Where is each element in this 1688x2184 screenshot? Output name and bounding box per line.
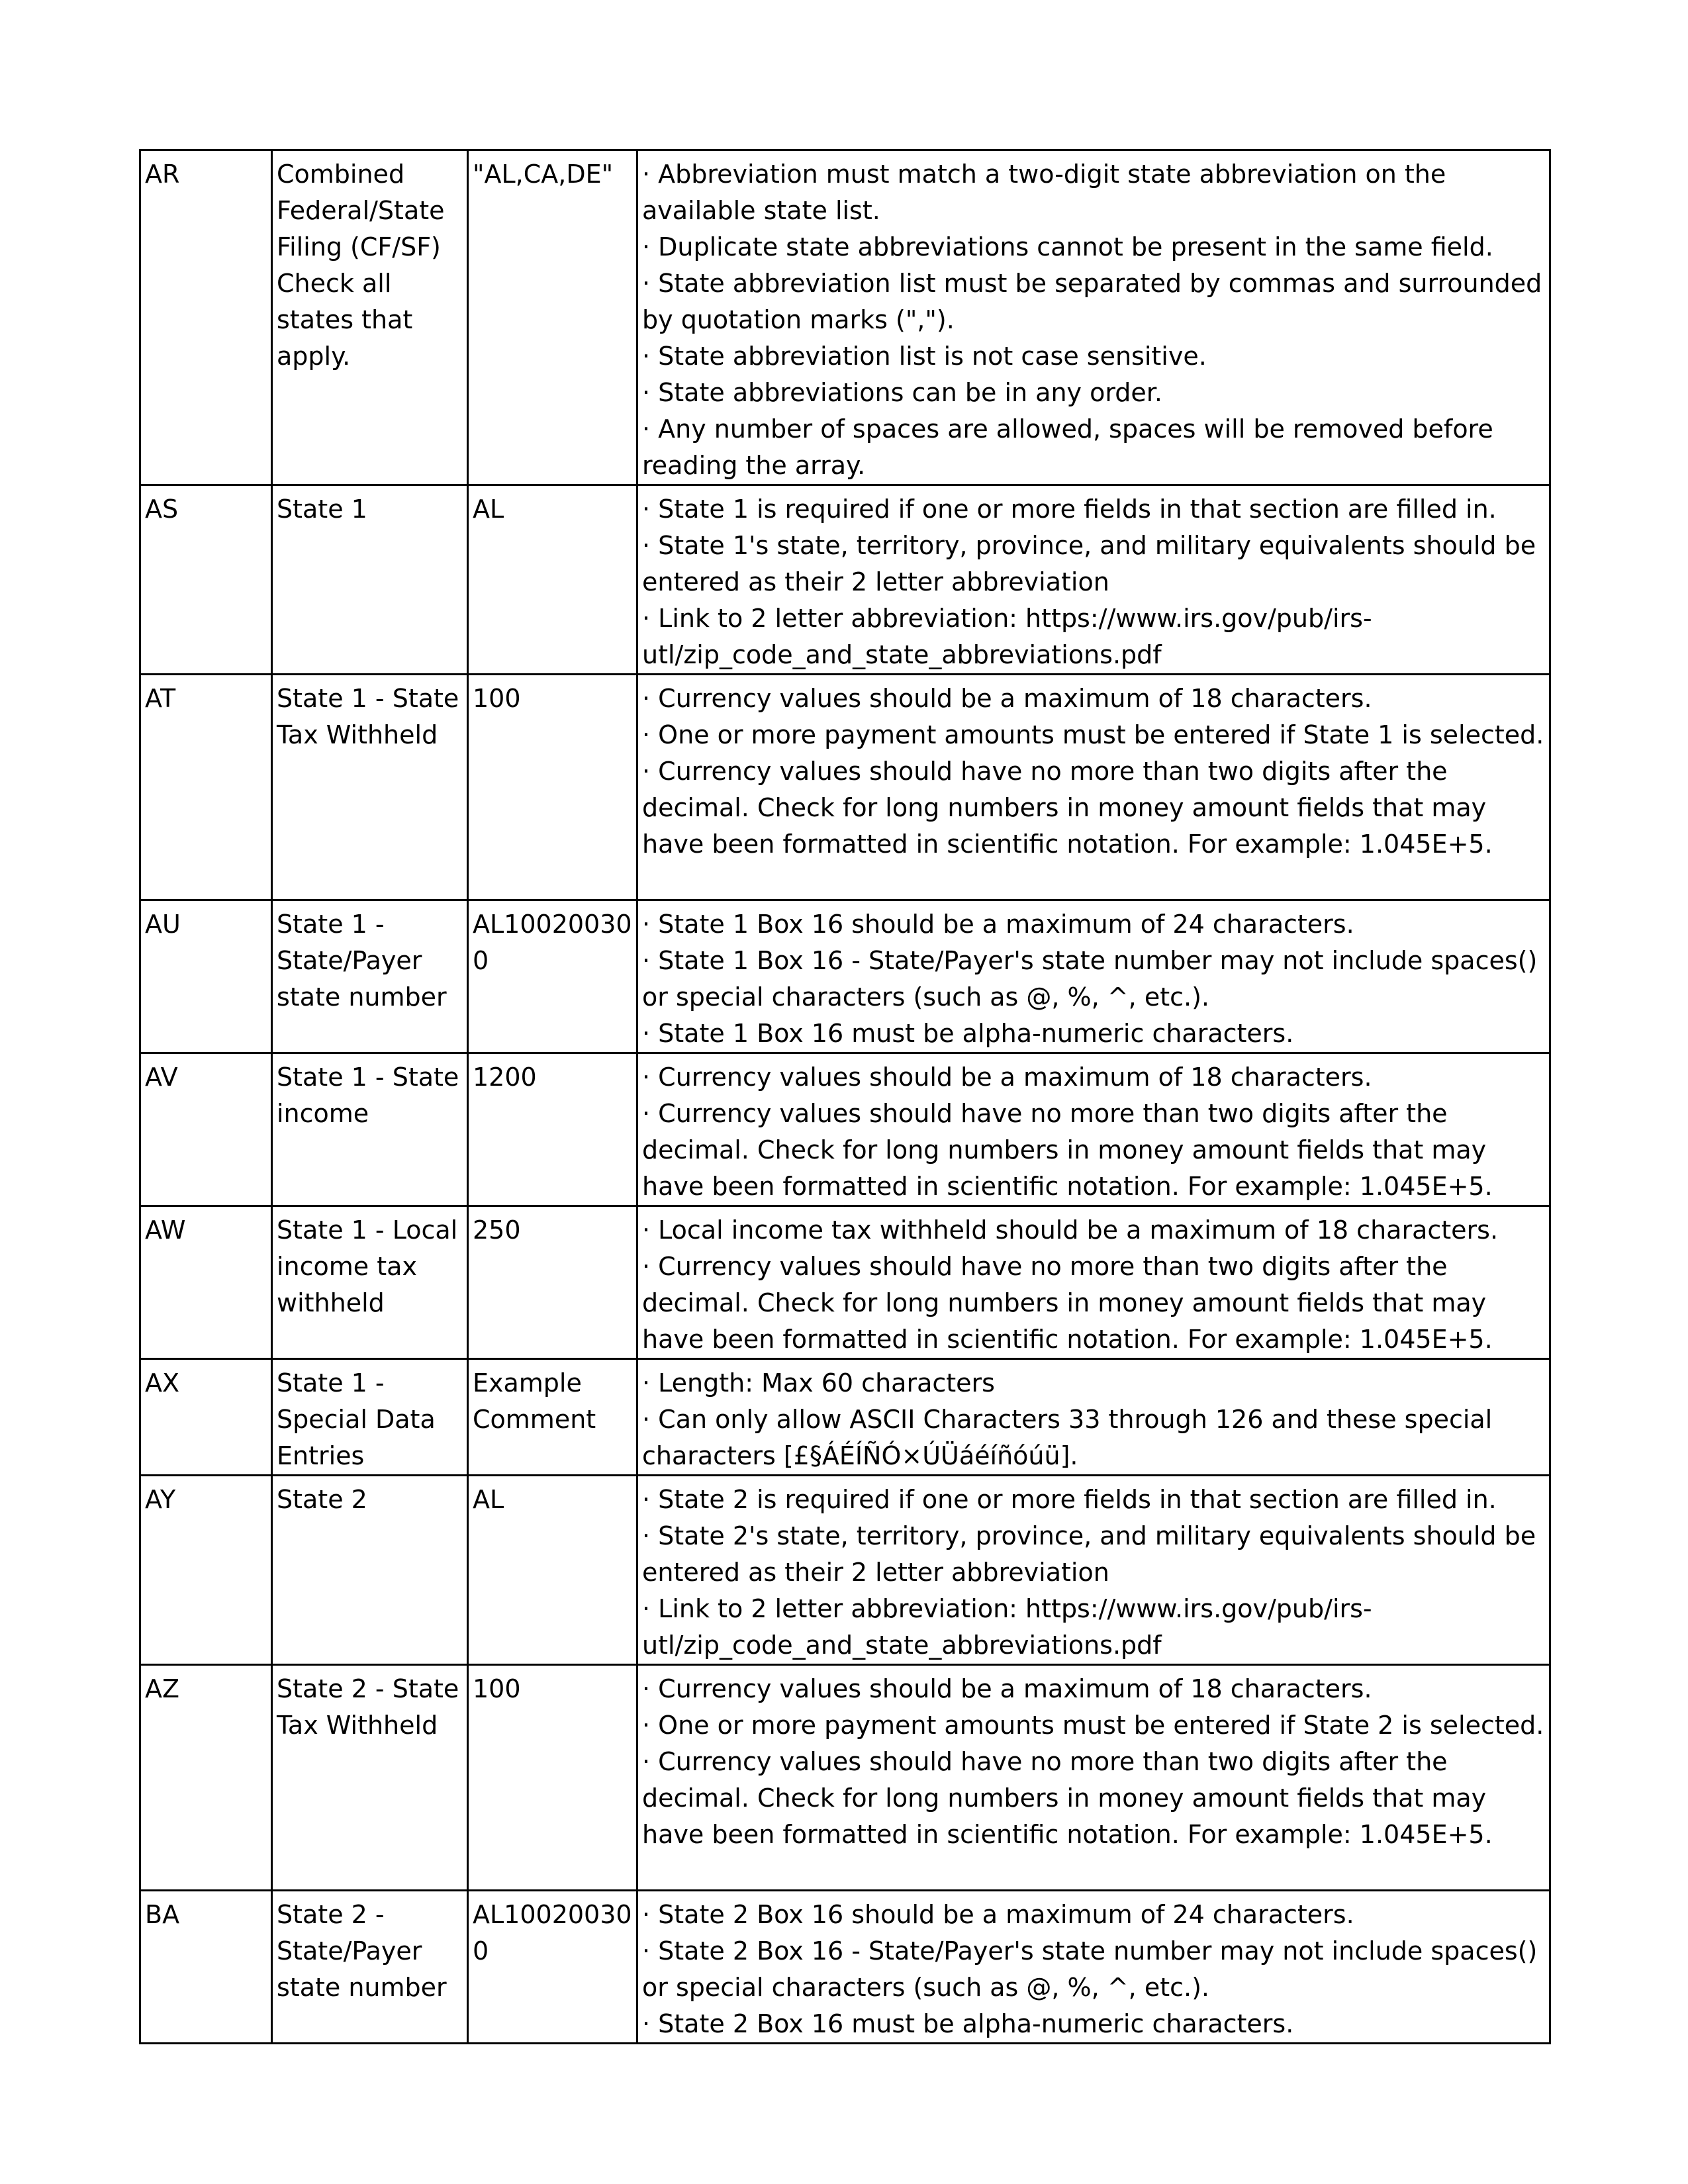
validation-rules-cell xyxy=(637,1665,1550,1891)
validation-rule: · State 2 Box 16 - State/Payer's state number may not include spaces() or special characters (such as @, %, ^, etc.). xyxy=(642,1936,1538,2002)
column-letter-cell: AY xyxy=(140,1476,272,1665)
column-letter-cell: AW xyxy=(140,1206,272,1359)
validation-rule: · Currency values should have no more than two digits after the decimal. Check for long numbers in money amount fields that may have been formatted in scientific notation. For example: 1.045E+5. xyxy=(642,1252,1493,1354)
validation-rules-cell xyxy=(637,150,1550,485)
validation-rule: · State 2 Box 16 should be a maximum of 24 characters. xyxy=(642,1900,1354,1929)
validation-rule: · Currency values should be a maximum of 18 characters. xyxy=(642,684,1372,713)
field-name-cell: State 2 - State/Payer state number xyxy=(272,1891,468,2044)
example-value-cell: Example Comment xyxy=(468,1359,637,1476)
validation-rule: · Currency values should have no more than two digits after the decimal. Check for long numbers in money amount fields that may have been formatted in scientific notation. For example: 1.045E+5. xyxy=(642,1747,1493,1849)
table-row xyxy=(140,1206,1550,1359)
column-letter-cell: BA xyxy=(140,1891,272,2044)
example-value-cell: 100 xyxy=(468,675,637,900)
table-row xyxy=(140,675,1550,900)
validation-rule: · State abbreviation list is not case sensitive. xyxy=(642,342,1207,371)
field-name-cell: Combined Federal/State Filing (CF/SF) Check all states that apply. xyxy=(272,150,468,485)
validation-rules-cell xyxy=(637,1476,1550,1665)
validation-rule xyxy=(642,863,1545,899)
column-letter-cell: AT xyxy=(140,675,272,900)
field-name-cell: State 2 xyxy=(272,1476,468,1665)
validation-rule: · State abbreviation list must be separated by commas and surrounded by quotation marks (","). xyxy=(642,269,1542,334)
validation-rule: · Currency values should be a maximum of 18 characters. xyxy=(642,1063,1372,1092)
validation-rule: · State 1 Box 16 - State/Payer's state number may not include spaces() or special characters (such as @, %, ^, etc.). xyxy=(642,946,1538,1012)
validation-rule: · Can only allow ASCII Characters 33 through 126 and these special characters [£§ÁÉÍÑÓ×ÚÜáéíñóúü]. xyxy=(642,1405,1493,1470)
validation-rules-cell xyxy=(637,1206,1550,1359)
example-value-cell: AL xyxy=(468,485,637,675)
validation-rule: · State 2 Box 16 must be alpha-numeric characters. xyxy=(642,2009,1294,2038)
validation-rule: · Currency values should have no more than two digits after the decimal. Check for long numbers in money amount fields that may have been formatted in scientific notation. For example: 1.045E+5. xyxy=(642,757,1493,859)
field-name-cell: State 1 - State income xyxy=(272,1053,468,1206)
validation-rule: · Duplicate state abbreviations cannot be present in the same field. xyxy=(642,232,1493,261)
table-row xyxy=(140,150,1550,485)
validation-rule: · State 1's state, territory, province, and military equivalents should be entered as their 2 letter abbreviation xyxy=(642,531,1536,596)
validation-rule: · Local income tax withheld should be a maximum of 18 characters. xyxy=(642,1215,1499,1245)
example-value-cell: AL100200300 xyxy=(468,1891,637,2044)
table-row xyxy=(140,1476,1550,1665)
validation-rule: · One or more payment amounts must be entered if State 1 is selected. xyxy=(642,720,1544,749)
validation-rule: · Any number of spaces are allowed, spaces will be removed before reading the array. xyxy=(642,414,1493,480)
field-spec-table-body xyxy=(140,150,1550,2044)
table-row xyxy=(140,1053,1550,1206)
field-name-cell: State 1 - Special Data Entries xyxy=(272,1359,468,1476)
validation-rule xyxy=(642,1853,1545,1889)
validation-rule: · Link to 2 letter abbreviation: https://www.irs.gov/pub/irs-utl/zip_code_and_state_abbreviations.pdf xyxy=(642,1594,1372,1660)
validation-rule: · Currency values should have no more than two digits after the decimal. Check for long numbers in money amount fields that may have been formatted in scientific notation. For example: 1.045E+5. xyxy=(642,1099,1493,1201)
column-letter-cell: AR xyxy=(140,150,272,485)
table-row xyxy=(140,485,1550,675)
validation-rules-cell xyxy=(637,900,1550,1053)
validation-rule: · One or more payment amounts must be entered if State 2 is selected. xyxy=(642,1711,1544,1740)
table-row xyxy=(140,1359,1550,1476)
example-value-cell: 100 xyxy=(468,1665,637,1891)
example-value-cell: AL100200300 xyxy=(468,900,637,1053)
column-letter-cell: AS xyxy=(140,485,272,675)
validation-rule: · Length: Max 60 characters xyxy=(642,1368,995,1398)
table-row xyxy=(140,900,1550,1053)
column-letter-cell: AU xyxy=(140,900,272,1053)
validation-rules-cell xyxy=(637,1359,1550,1476)
validation-rule: · State 2's state, territory, province, and military equivalents should be entered as their 2 letter abbreviation xyxy=(642,1521,1536,1587)
column-letter-cell: AV xyxy=(140,1053,272,1206)
example-value-cell: "AL,CA,DE" xyxy=(468,150,637,485)
column-letter-cell: AX xyxy=(140,1359,272,1476)
validation-rules-cell xyxy=(637,1891,1550,2044)
field-name-cell: State 1 - State/Payer state number xyxy=(272,900,468,1053)
validation-rule: · State 1 is required if one or more fields in that section are filled in. xyxy=(642,495,1497,524)
validation-rule: · Abbreviation must match a two-digit state abbreviation on the available state list. xyxy=(642,160,1446,225)
validation-rules-cell xyxy=(637,1053,1550,1206)
field-name-cell: State 2 - State Tax Withheld xyxy=(272,1665,468,1891)
field-name-cell: State 1 - Local income tax withheld xyxy=(272,1206,468,1359)
field-spec-table xyxy=(139,149,1551,2044)
table-row xyxy=(140,1665,1550,1891)
table-row xyxy=(140,1891,1550,2044)
example-value-cell: 250 xyxy=(468,1206,637,1359)
validation-rule: · State 1 Box 16 should be a maximum of 24 characters. xyxy=(642,910,1354,939)
example-value-cell: 1200 xyxy=(468,1053,637,1206)
column-letter-cell: AZ xyxy=(140,1665,272,1891)
example-value-cell: AL xyxy=(468,1476,637,1665)
validation-rules-cell xyxy=(637,485,1550,675)
field-name-cell: State 1 - State Tax Withheld xyxy=(272,675,468,900)
field-name-cell: State 1 xyxy=(272,485,468,675)
validation-rule: · Link to 2 letter abbreviation: https://www.irs.gov/pub/irs-utl/zip_code_and_state_abbreviations.pdf xyxy=(642,604,1372,669)
validation-rule: · State abbreviations can be in any order. xyxy=(642,378,1163,407)
validation-rule: · State 2 is required if one or more fields in that section are filled in. xyxy=(642,1485,1497,1514)
validation-rules-cell xyxy=(637,675,1550,900)
validation-rule: · State 1 Box 16 must be alpha-numeric characters. xyxy=(642,1019,1294,1048)
validation-rule: · Currency values should be a maximum of 18 characters. xyxy=(642,1674,1372,1703)
